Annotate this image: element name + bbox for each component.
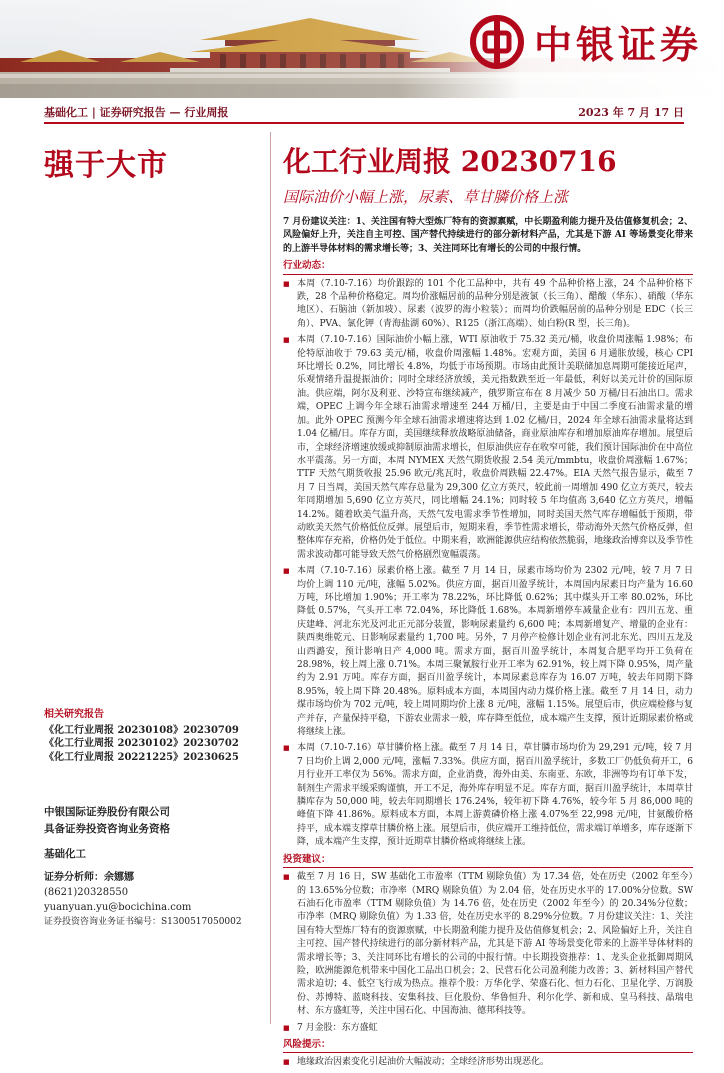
list-item (283, 1056, 693, 1069)
bullet-square-icon: ■ (283, 1058, 290, 1067)
column-divider (270, 132, 271, 1024)
brand-name: 中银证券 (533, 23, 702, 67)
bullet-square-icon: ■ (283, 336, 290, 345)
report-title: 化工行业周报 20230716 (283, 145, 617, 178)
header-banner (0, 0, 724, 98)
paragraph-text: 截至 7 月 16 日，SW 基础化工市盈率（TTM 剔除负值）为 17.34 倍，处在历史（2002 年至今）的 13.65%分位数；市净率（MRQ 剔除负值）为 2.04 倍，处在历史水平的 17.00%分位数。SW 石油石化市盈率（TTM 剔除负值）为 14.76 倍，处在历史（2002 年至今）的 20.34%分位数；市净率（MRQ 剔除负值）为 1.33 倍，处在历史水平的 8.29%分位数。7 月份建议关注：1、关注国有特大型炼厂特有的资源禀赋，中长期盈利能力提升及估值修复机会；2、风险偏好上升，关注自主可控、国产替代持续进行的部分新材料产品，尤其是下游 AI 等场景变化带来的上游半导体材料的需求增长等；3、关注同环比有增长的公司的中报行情。中长期投资推荐：1、龙头企业抵御周期风险，欧洲能源危机带来中国化工品出口机会；2、民营石化公司盈利能力改善；3、新材料国产替代需求迫切；4、低空飞行成为热点。推荐个股：万华化学、荣盛石化、恒力石化、卫星化学、万润股份、苏博特、蓝晓科技、安集科技、巨化股份、华鲁恒升、利尔化学、新和成、皇马科技、晶瑞电材、东方盛虹等，关注中国石化、中国海油、德邦科技等。 (297, 872, 693, 1017)
list-item (283, 871, 693, 1018)
paragraph-text: 地缘政治因素变化引起油价大幅波动；全球经济形势出现恶化。 (297, 1057, 550, 1068)
section-rule (283, 867, 693, 868)
industry-rating: 强于大市 (44, 148, 168, 183)
company-qualification: 具备证券投资咨询业务资格 (44, 823, 170, 835)
related-report-link[interactable]: 《化工行业周报 20230108》20230709 (44, 724, 239, 736)
related-reports-heading: 相关研究报告 (44, 709, 104, 720)
list-item (283, 565, 693, 739)
section-rule (283, 274, 693, 275)
report-subtitle: 国际油价小幅上涨，尿素、草甘膦价格上涨 (283, 188, 569, 206)
section-heading-industry: 行业动态： (283, 260, 331, 272)
company-name: 中银国际证券股份有限公司 (44, 806, 170, 818)
sector-name: 基础化工 (44, 848, 86, 860)
paragraph-text: 本周（7.10-7.16）草甘膦价格上涨。截至 7 月 14 日，草甘膦市场均价为 29,291 元/吨，较 7 月 7 日均价上调 2,000 元/吨，涨幅 7.33%。供应方面，据百川盈孚统计，多数工厂仍低负荷开工，6 月行业开工率仅为 56%。需求方面，企业消费，海外由美、东南亚、东欧，非洲等均有订单下发，制剂生产需求平缓采购谨慎，开工不足，海外库存明显不足。库存方面，据百川盈孚统计，本周草甘膦库存为 50,000 吨，较去年同期增长 176.24%，较年初下降 4.76%，较今年 5 月 86,000 吨的峰值下降 41.86%。原料成本方面，本周上游黄磷价格上涨 4.07%至 22,998 元/吨，甘氨酸价格持平，成本端支撑草甘膦价格上涨。展望后市，供应端开工维持低位，需求端订单增多，库存逐渐下降，成本端产生支撑，预计近期草甘膦价格或将继续上涨。 (297, 743, 694, 848)
header-divider (44, 122, 684, 124)
related-report-link[interactable]: 《化工行业周报 20221225》20230625 (44, 751, 239, 763)
related-report-link[interactable]: 《化工行业周报 20230102》20230702 (44, 738, 239, 749)
section-heading-investment: 投资建议： (283, 853, 331, 865)
brand-logo (470, 14, 702, 69)
bullet-square-icon: ■ (283, 744, 290, 753)
related-reports (44, 708, 264, 764)
paragraph-text: 本周（7.10-7.16）尿素价格上涨。截至 7 月 14 日，尿素市场均价为 2302 元/吨，较 7 月 7 日均价上调 110 元/吨，涨幅 5.02%。供应方面，据百川盈孚统计，本周国内尿素日均产量为 16.60 万吨，环比增加 1.90%；开工率为 78.22%，环比降低 0.62%；其中煤头开工率 80.02%，环比降低 0.57%，气头开工率 72.04%，环比降低 1.68%。本周新增停车减量企业有：四川五龙、重庆建峰、河北东光及河北正元部分装置，影响尿素量约 6,600 吨；本周新增复产、增量的企业有：陕西奥维乾元、日影响尿素量约 1,700 吨。另外，7 月停产检修计划企业有河北东光、四川五龙及山西潞安，预计影响日产 4,000 吨。需求方面，据百川盈孚统计，本周复合肥平均开工负荷在 28.98%，较上周上涨 0.71%。本周三聚氰胺行业开工率为 62.91%，较上周下降 0.95%，周产量约为 2.91 万吨。库存方面，据百川盈孚统计，本周尿素总库存为 16.07 万吨，较去年同期下降 8.95%，较上周下降 20.48%。原料成本方面，本周国内动力煤价格上涨。截至 7 月 14 日，动力煤市场均价为 702 元/吨，较上周同期均价上涨 8 元/吨，涨幅 1.15%。展望后市，供应端检修与复产并存，产量保持平稳，下游农业需求一般，库存降至低位，成本端产生支撑，预计近期尿素价格或将继续上涨。 (297, 566, 694, 738)
analyst-name: 证券分析师：余娜娜 (44, 872, 134, 883)
report-date: 2023 年 7 月 17 日 (578, 106, 684, 119)
section-heading-risk: 风险提示： (283, 1038, 331, 1050)
list-item (283, 334, 693, 562)
report-body (283, 216, 693, 1073)
paragraph-text: 本周（7.10-7.16）均价跟踪的 101 个化工品种中，共有 49 个品种价格上涨，24 个品种价格下跌，28 个品种价格稳定。周均价涨幅居前的品种分别是液氯（长三角）、醋酸（华东）、硝酸（华东地区）、石脑油（新加坡）、尿素（波罗的海小粒装）；而周均价跌幅居前的品种分别是 EDC（长三角）、PVA、氯化钾（青海盐湖 60%）、R125（浙江高端）、灿白粉(R 型，长三角)。 (297, 278, 693, 329)
analyst-email[interactable]: yuanyuan.yu@bocichina.com (44, 902, 192, 913)
paragraph-text: 7 月金股：东方盛虹 (297, 1022, 378, 1033)
bullet-square-icon: ■ (283, 279, 290, 288)
bullet-square-icon: ■ (283, 1023, 290, 1032)
summary-paragraph: 7 月份建议关注：1、关注国有特大型炼厂特有的资源禀赋，中长期盈利能力提升及估值修复机会；2、风险偏好上升，关注自主可控、国产替代持续进行的部分新材料产品，尤其是下游 AI 等场景变化带来的上游半导体材料的需求增长等；3、关注同环比有增长的公司的中报行情。 (283, 217, 693, 254)
list-item (283, 1022, 693, 1035)
company-info (44, 804, 264, 863)
bullet-square-icon: ■ (283, 567, 290, 576)
analyst-phone: (8621)20328550 (44, 887, 129, 898)
report-category: 基础化工 | 证券研究报告 — 行业周报 (44, 106, 229, 119)
report-meta (44, 104, 684, 120)
analyst-info (44, 870, 264, 930)
analyst-certificate: 证券投资咨询业务证书编号：S1300517050002 (44, 917, 242, 927)
list-item (283, 742, 693, 849)
rating-box (44, 140, 244, 183)
paragraph-text: 本周（7.10-7.16）国际油价小幅上涨，WTI 原油收于 75.32 美元/桶，收盘价周涨幅 1.98%；布伦特原油收于 79.63 美元/桶，收盘价周涨幅 1.48%。宏观方面，美国 6 月通胀放缓，核心 CPI 环比增长 0.2%，同比增长 4.8%，均低于市场预期。市场由此预计美联储加息周期可能接近尾声，乐观情绪升温提振油价；同时全球经济放缓，美元指数跌至近一年最低，利好以美元计价的国际原油。供应端，阿尔及利亚、沙特宣布继续减产，俄罗斯宣布在 8 月减少 50 万桶/日石油出口。需求端，OPEC 上调今年全球石油需求增速至 244 万桶/日，主要是由于中国二季度石油需求量的增加。此外 OPEC 预测今年全球石油需求增速将达到 1.02 亿桶/日，2024 年全球石油需求量将达到 1.04 亿桶/日。库存方面，美国继续释放战略原油储备，商业原油库存和增加原油库存增加。展望后市，全球经济增速放缓或抑制原油需求增长，但原油供应存在收窄可能，我们预计国际油价在中高位水平震荡。另一方面，本周 NYMEX 天然气期货收报 2.54 美元/mmbtu，收盘价周涨幅 1.67%；TTF 天然气期货收报 25.96 欧元/兆瓦时，收盘价周跌幅 22.47%。EIA 天然气报告显示，截至 7 月 7 日当周，美国天然气库存总量为 29,300 亿立方英尺，较此前一周增加 490 亿立方英尺，较去年同期增加 5,690 亿立方英尺，同比增幅 24.1%；同时较 5 年均值高 3,640 亿立方英尺，增幅 14.2%。随着欧美气温升高，天然气发电需求季节性增加，同时美国天然气库存增幅低于预期，带动欧美天然气价格低位反弹。展望后市，短期来看，季节性需求增长，带动海外天然气价格反弹，但整体库存充裕，价格仍处于低位。中期来看，欧洲能源供应结构依然脆弱，地缘政治博弈以及季节性需求波动都可能导致天然气价格剧烈宽幅震荡。 (297, 335, 694, 560)
bullet-square-icon: ■ (283, 873, 290, 882)
list-item (283, 278, 693, 332)
section-rule (283, 1052, 693, 1053)
boc-logo-icon (470, 15, 524, 69)
